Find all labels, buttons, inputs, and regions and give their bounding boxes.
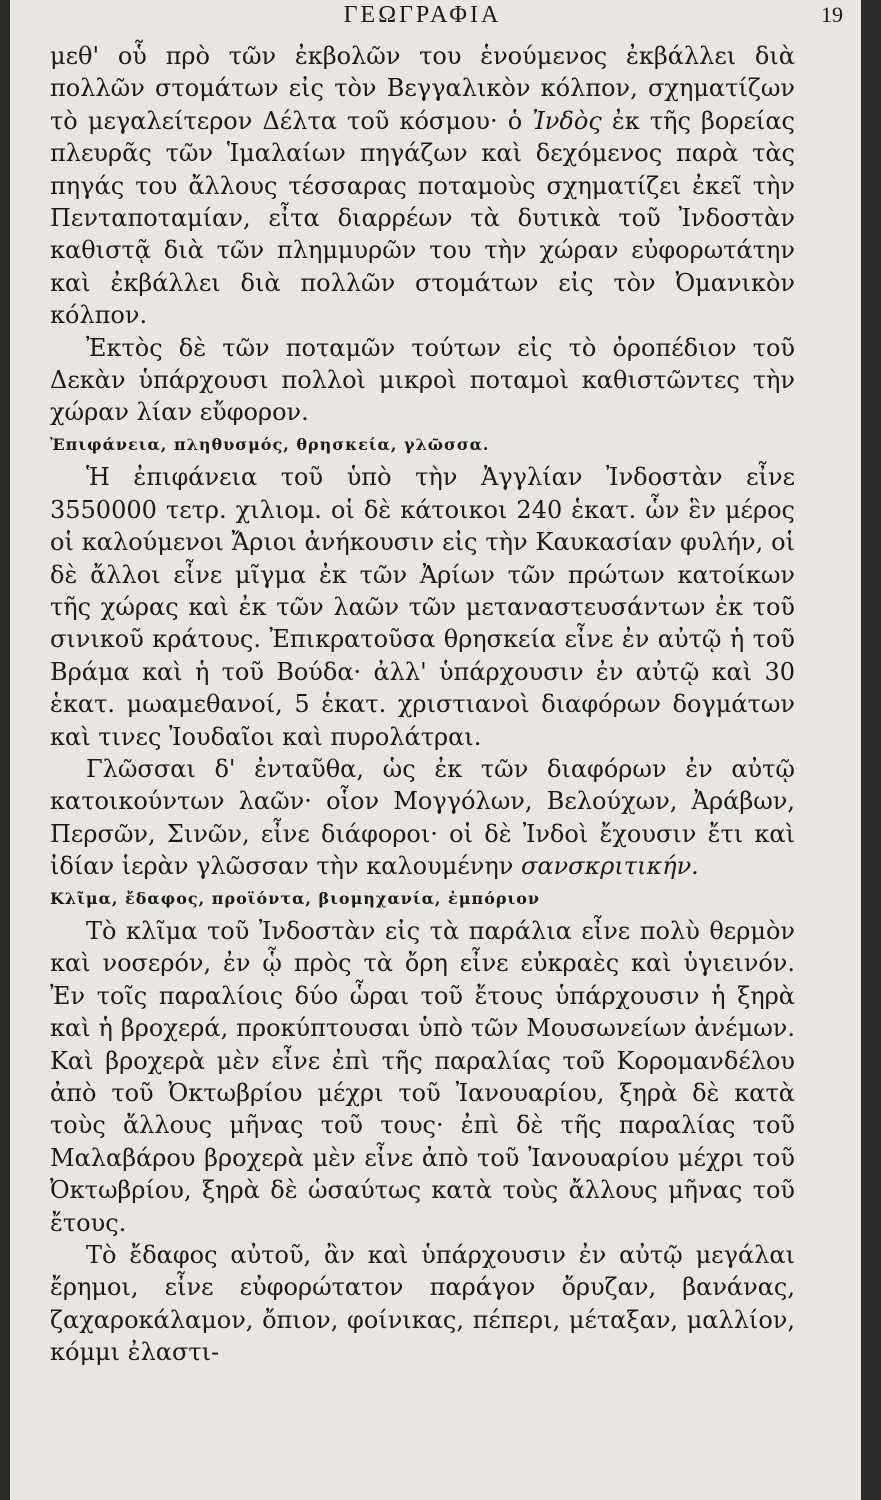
book-page [10,0,861,1500]
running-title: ΓΕΩΓΡΑΦΙΑ [343,2,502,28]
paragraph-climate: Τὸ κλῖμα τοῦ Ἰνδοστὰν εἰς τὰ παράλια εἶνε πολὺ θερμὸν καὶ νοσερόν, ἐν ᾧ πρὸς τὰ ὄρη εἶνε εὐκραὲς καὶ ὑγιεινόν. Ἐν τοῖς παραλίοις δύο ὧραι τοῦ ἔτους ὑπάρχουσιν ἡ ξηρὰ καὶ ἡ βροχερά, προκύπτουσαι ὑπὸ τῶν Μουσωνείων ἀνέμων. Καὶ βροχερὰ μὲν εἶνε ἐπὶ τῆς παραλίας τοῦ Κορομανδέλου ἀπὸ τοῦ Ὀκτωβρίου μέχρι τοῦ Ἰανουαρίου, ξηρὰ δὲ κατὰ τοὺς ἄλλους μῆνας τοῦ τους· ἐπὶ δὲ τῆς παραλίας τοῦ Μαλαβάρου βροχερὰ μὲν εἶνε ἀπὸ τοῦ Ἰανουαρίου μέχρι τοῦ Ὀκτωβρίου, ξηρὰ δὲ ὡσαύτως κατὰ τοὺς ἄλλους μῆνας τοῦ ἔτους. [50,916,795,1237]
section-heading-surface: Ἐπιφάνεια, πληθυσμός, θρησκεία, γλῶσσα. [50,434,490,454]
paragraph-indus [50,40,795,332]
page-header [50,0,843,40]
page-body [50,40,795,1369]
paragraph-languages [50,753,795,883]
paragraph-soil: Τὸ ἔδαφος αὐτοῦ, ἂν καὶ ὑπάρχουσιν ἐν αὐτῷ μεγάλαι ἔρημοι, εἶνε εὐφορώτατον παράγον ὄρυζαν, βανάνας, ζαχαροκάλαμον, ὄπιον, φοίνικας, πέπερι, μέταξαν, μαλλίον, κόμμι ἐλαστι- [50,1241,795,1367]
section-heading-climate: Κλῖμα, ἔδαφος, προϊόντα, βιομηχανία, ἐμπόριον [50,888,541,908]
paragraph-text: Γλῶσσαι δ' ἐνταῦθα, ὡς ἐκ τῶν διαφόρων ἐν αὐτῷ κατοικούντων λαῶν· οἷον Μογγόλων, Βελούχων, Ἀράβων, Περσῶν, Σινῶν, εἶνε διάφοροι· οἱ δὲ Ἰνδοὶ ἔχουσιν ἔτι καὶ ἰδίαν ἱερὰν γλῶσσαν τὴν καλουμένην [50,754,795,881]
scan-border [861,0,881,1500]
paragraph-deccan: Ἐκτὸς δὲ τῶν ποταμῶν τούτων εἰς τὸ ὀροπέδιον τοῦ Δεκὰν ὑπάρχουσι πολλοὶ μικροὶ ποταμοὶ καθιστῶντες τὴν χώραν λίαν εὔφορον. [50,333,795,427]
indus-name: Ἰνδὸς [532,106,602,135]
paragraph-text: μεθ' οὗ πρὸ τῶν ἐκβολῶν του ἑνούμενος ἐκβάλλει διὰ πολλῶν στομάτων εἰς τὸν Βεγγαλικὸν κόλπον, σχηματίζων τὸ μεγαλείτερον Δέλτα τοῦ κόσμου· ὁ [50,42,795,135]
paragraph-surface: Ἡ ἐπιφάνεια τοῦ ὑπὸ τὴν Ἀγγλίαν Ἰνδοστὰν εἶνε 3550000 τετρ. χιλιομ. οἱ δὲ κάτοικοι 240 ἑκατ. ὧν ἓν μέρος οἱ καλούμενοι Ἄριοι ἀνήκουσιν εἰς τὴν Καυκασίαν φυλήν, οἱ δὲ ἄλλοι εἶνε μῖγμα ἐκ τῶν Ἀρίων τῶν πρώτων κατοίκων τῆς χώρας καὶ ἐκ τῶν λαῶν τῶν μεταναστευσάντων ἐκ τοῦ σινικοῦ κράτους. Ἐπικρατοῦσα θρησκεία εἶνε ἐν αὐτῷ ἡ τοῦ Βράμα καὶ ἡ τοῦ Βούδα· ἀλλ' ὑπάρχουσιν ἐν αὐτῷ καὶ 30 ἑκατ. μωαμεθανοί, 5 ἑκατ. χριστιανοὶ διαφόρων δογμάτων καὶ τινες Ἰουδαῖοι καὶ πυρολάτραι. [50,463,795,751]
page-number: 19 [821,2,843,27]
paragraph-text: ἐκ τῆς βορείας πλευρᾶς τῶν Ἱμαλαίων πηγάζων καὶ δεχόμενος παρὰ τὰς πηγάς του ἄλλους τέσσαρας ποταμοὺς σχηματίζει ἐκεῖ τὴν Πενταποταμίαν, εἶτα διαρρέων τὰ δυτικὰ τοῦ Ἰνδοστὰν καθιστᾷ διὰ τῶν πλημμυρῶν του τὴν χώραν εὐφορωτάτην καὶ ἐκβάλλει διὰ πολλῶν στομάτων εἰς τὸν Ὀμανικὸν κόλπον. [50,106,795,330]
sanskrit-term: σανσκριτικήν. [520,852,699,881]
